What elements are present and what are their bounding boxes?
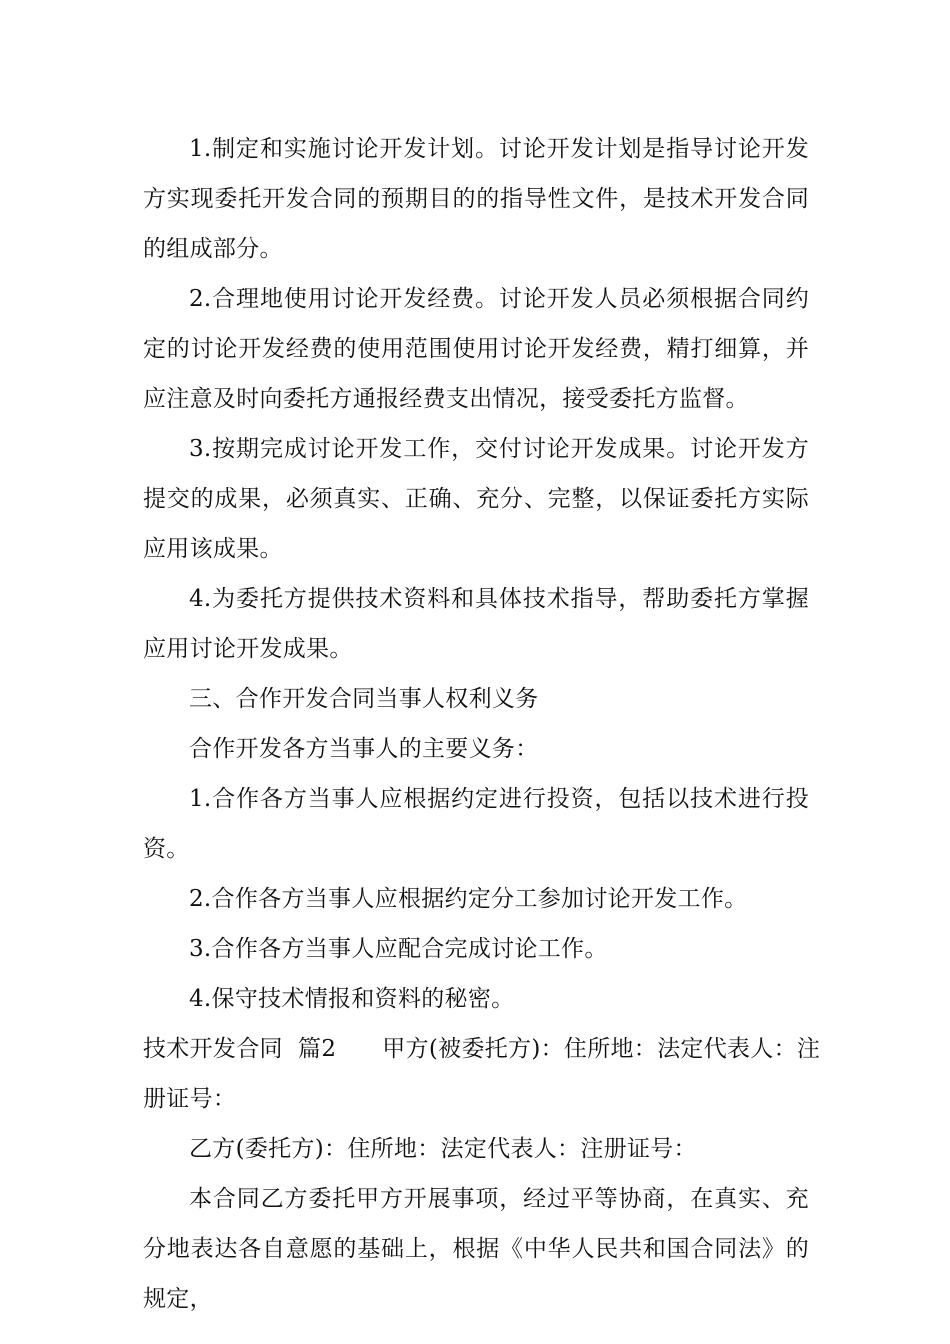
paragraph-technical-guidance: 4.为委托方提供技术资料和具体技术指导，帮助委托方掌握应用讨论开发成果。	[143, 586, 809, 662]
list-item-investment: 1.合作各方当事人应根据约定进行投资，包括以技术进行投资。	[143, 786, 809, 862]
party-a-registration: 册证号：	[143, 1086, 237, 1112]
party-b-info: 乙方(委托方)：住所地：法定代表人：注册证号：	[189, 1136, 697, 1162]
contract-section-2-header	[143, 1024, 821, 1124]
contract-title-line	[143, 1036, 820, 1062]
list-item-confidentiality: 4.保守技术情报和资料的秘密。	[189, 986, 515, 1012]
paragraph-research-funds: 2.合理地使用讨论开发经费。讨论开发人员必须根据合同约定的讨论开发经费的使用范围使用讨论开发经费，精打细算，并应注意及时向委托方通报经费支出情况，接受委托方监督。	[143, 286, 809, 412]
party-a-info: 甲方(被委托方)：住所地：法定代表人：注	[382, 1036, 821, 1062]
document-body	[143, 124, 821, 1324]
paragraph-main-obligations: 合作开发各方当事人的主要义务：	[189, 736, 539, 762]
list-item-division-of-work: 2.合作各方当事人应根据约定分工参加讨论开发工作。	[189, 886, 748, 912]
list-item-cooperation: 3.合作各方当事人应配合完成讨论工作。	[189, 936, 608, 962]
paragraph-contract-preamble: 本合同乙方委托甲方开展事项，经过平等协商，在真实、充分地表达各自意愿的基础上，根据《中华人民共和国合同法》的规定，	[143, 1186, 809, 1312]
paragraph-deliver-results: 3.按期完成讨论开发工作，交付讨论开发成果。讨论开发方提交的成果，必须真实、正确、充分、完整，以保证委托方实际应用该成果。	[143, 436, 809, 562]
paragraph-research-plan: 1.制定和实施讨论开发计划。讨论开发计划是指导讨论开发方实现委托开发合同的预期目的的指导性文件，是技术开发合同的组成部分。	[143, 136, 809, 262]
section-heading-cooperative-development: 三、合作开发合同当事人权利义务	[189, 686, 539, 712]
contract-section-title: 技术开发合同 篇2	[143, 1036, 337, 1062]
